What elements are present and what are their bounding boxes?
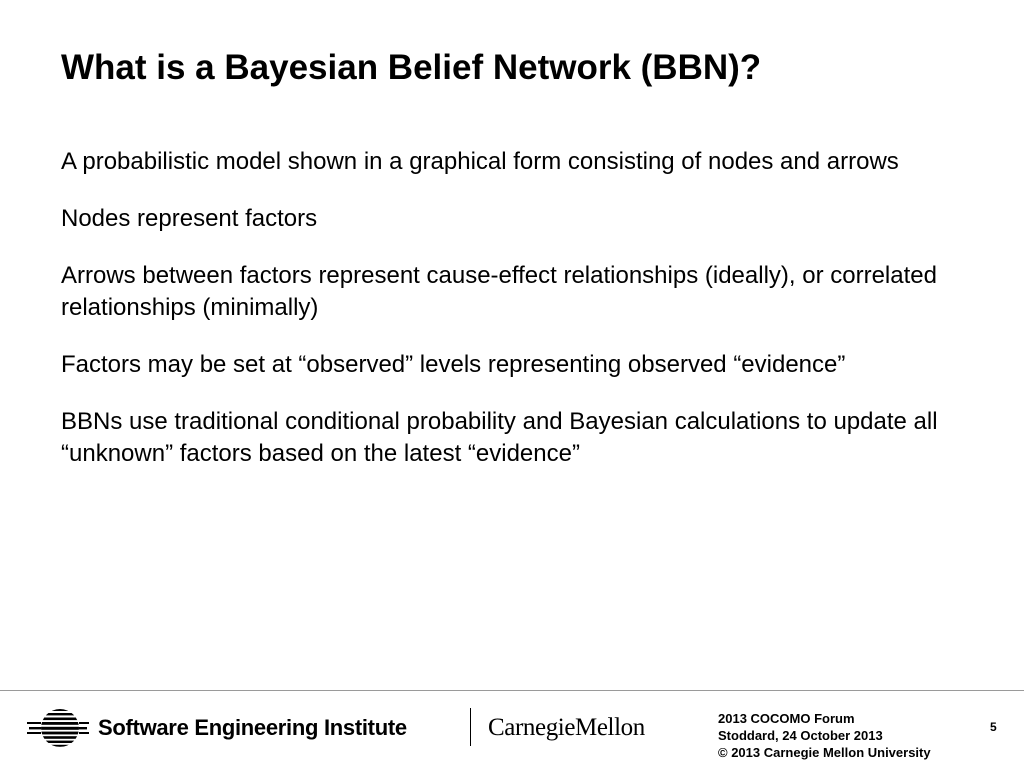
footer-divider (0, 690, 1024, 691)
logo-divider (470, 708, 471, 746)
slide-title: What is a Bayesian Belief Network (BBN)? (61, 48, 762, 87)
sei-logo-text: Software Engineering Institute (98, 715, 407, 740)
body-paragraph: Arrows between factors represent cause-effect relationships (ideally), or correlated relationships (minimally) (61, 262, 937, 321)
footer-copyright: © 2013 Carnegie Mellon University (718, 745, 931, 760)
footer-info (718, 710, 931, 761)
body-paragraph: Nodes represent factors (61, 205, 318, 232)
body-paragraph: Factors may be set at “observed” levels representing observed “evidence” (61, 351, 846, 378)
sei-logo-icon (27, 708, 89, 748)
body-paragraph: BBNs use traditional conditional probability and Bayesian calculations to update all “unknown” factors based on the latest “evidence” (61, 408, 938, 467)
footer-author-date: Stoddard, 24 October 2013 (718, 728, 883, 743)
body-text-list (61, 146, 991, 495)
body-paragraph: A probabilistic model shown in a graphical form consisting of nodes and arrows (61, 148, 899, 175)
footer-event: 2013 COCOMO Forum (718, 711, 855, 726)
cmu-logo-text: CarnegieMellon (488, 714, 645, 741)
page-number: 5 (990, 720, 997, 734)
